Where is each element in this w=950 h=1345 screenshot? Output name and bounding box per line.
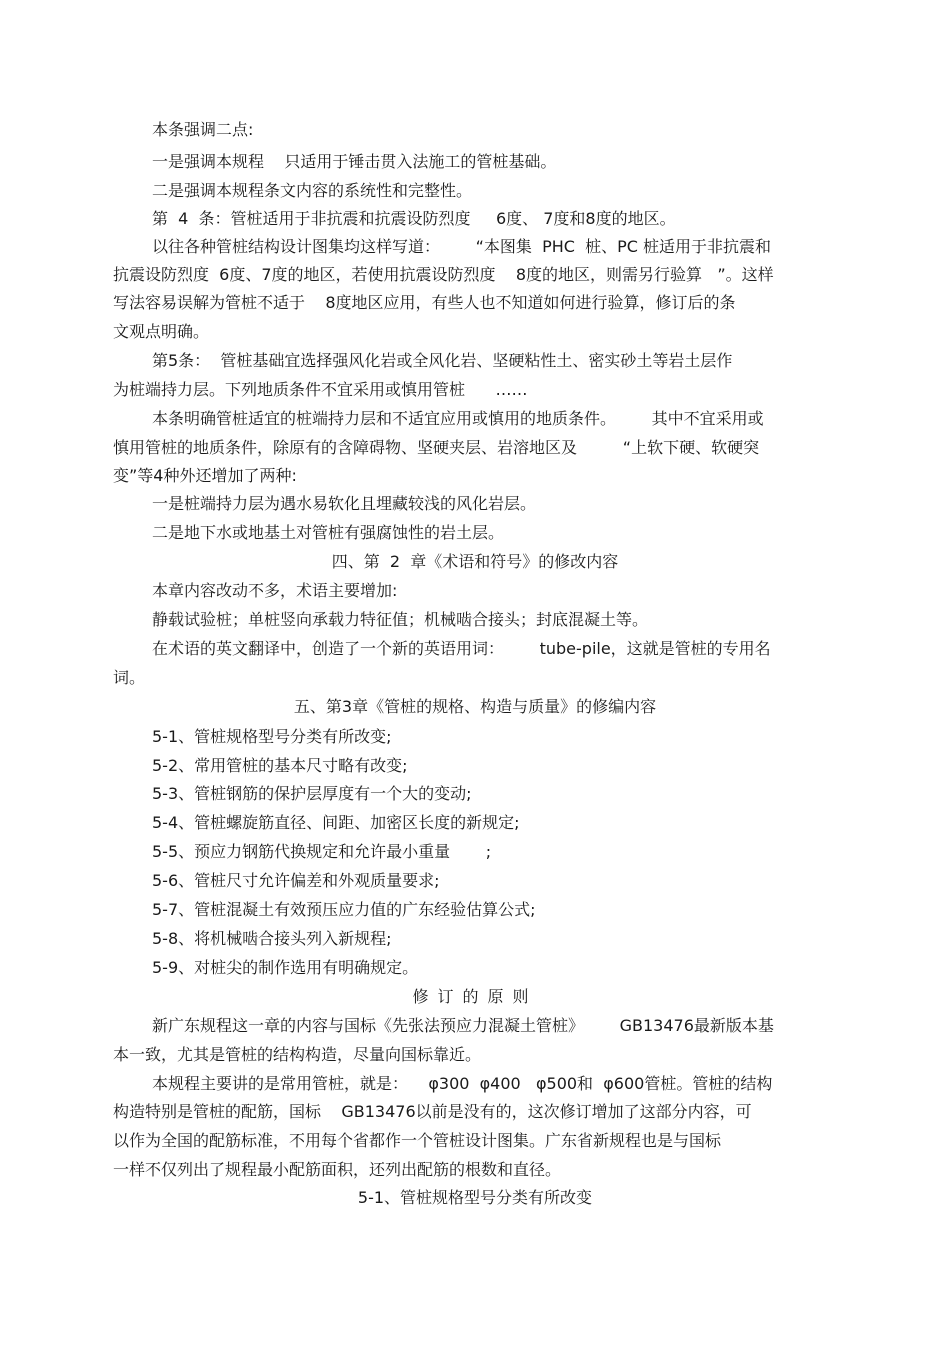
text-line: 在术语的英文翻译中，创造了一个新的英语用词： tube-pile，这就是管桩的专用名: [152, 639, 771, 658]
text-line: 以作为全国的配筋标准，不用每个省都作一个管桩设计图集。广东省新规程也是与国标: [113, 1131, 722, 1150]
text-line: 变”等4种外还增加了两种:: [113, 466, 297, 485]
section-heading: 修订的原则: [412, 987, 538, 1006]
text-line: 以往各种管桩结构设计图集均这样写道： “本图集 PHC 桩、PC 桩适用于非抗震和: [152, 237, 771, 256]
section-heading: 5-1、管桩规格型号分类有所改变: [357, 1188, 593, 1207]
text-line: 二是强调本规程条文内容的系统性和完整性。: [152, 181, 473, 200]
text-line: 本规程主要讲的是常用管桩，就是： φ300 φ400 φ500和 φ600管桩。管桩的结构: [152, 1074, 773, 1093]
text-line: 一样不仅列出了规程最小配筋面积，还列出配筋的根数和直径。: [113, 1160, 562, 1179]
list-item: 5-1、管桩规格型号分类有所改变;: [152, 727, 392, 746]
text-line: 为桩端持力层。下列地质条件不宜采用或慎用管桩 ……: [113, 380, 528, 399]
text-line: 新广东规程这一章的内容与国标《先张法预应力混凝土管桩》 GB13476最新版本基: [152, 1016, 774, 1035]
text-line: 本章内容改动不多，术语主要增加:: [152, 581, 398, 600]
text-line: 二是地下水或地基土对管桩有强腐蚀性的岩土层。: [152, 523, 505, 542]
list-item: 5-9、对桩尖的制作选用有明确规定。: [152, 958, 419, 977]
list-item: 5-3、管桩钢筋的保护层厚度有一个大的变动;: [152, 784, 472, 803]
text-line: 慎用管桩的地质条件，除原有的含障碍物、坚硬夹层、岩溶地区及 “上软下硬、软硬突: [113, 438, 760, 457]
section-heading: 五、第3章《管桩的规格、构造与质量》的修编内容: [293, 697, 657, 716]
list-item: 5-7、管桩混凝土有效预压应力值的广东经验估算公式;: [152, 900, 536, 919]
text-line: 第5条： 管桩基础宜选择强风化岩或全风化岩、坚硬粘性土、密实砂土等岩土层作: [152, 351, 733, 370]
list-item: 5-4、管桩螺旋筋直径、间距、加密区长度的新规定;: [152, 813, 520, 832]
list-item: 5-2、常用管桩的基本尺寸略有改变;: [152, 756, 408, 775]
text-line: 本条强调二点:: [152, 120, 254, 139]
list-item: 5-6、管桩尺寸允许偏差和外观质量要求;: [152, 871, 440, 890]
text-line: 构造特别是管桩的配筋，国标 GB13476以前是没有的，这次修订增加了这部分内容，可: [113, 1102, 752, 1121]
text-line: 一是强调本规程 只适用于锤击贯入法施工的管桩基础。: [152, 152, 557, 171]
list-item: 5-5、预应力钢筋代换规定和允许最小重量 ;: [152, 842, 492, 861]
text-line: 词。: [113, 668, 146, 687]
text-line: 一是桩端持力层为遇水易软化且埋藏较浅的风化岩层。: [152, 494, 537, 513]
text-line: 抗震设防烈度 6度、7度的地区，若使用抗震设防烈度 8度的地区，则需另行验算 ”。这样: [113, 265, 774, 284]
text-line: 本条明确管桩适宜的桩端持力层和不适宜应用或慎用的地质条件。 其中不宜采用或: [152, 409, 764, 428]
text-line: 本一致，尤其是管桩的结构构造，尽量向国标靠近。: [113, 1045, 482, 1064]
list-item: 5-8、将机械啮合接头列入新规程;: [152, 929, 392, 948]
text-line: 第 4 条：管桩适用于非抗震和抗震设防烈度 6度、 7度和8度的地区。: [152, 209, 676, 228]
section-heading: 四、第 2 章《术语和符号》的修改内容: [331, 552, 619, 571]
text-line: 文观点明确。: [113, 322, 210, 341]
text-line: 写法容易误解为管桩不适于 8度地区应用，有些人也不知道如何进行验算，修订后的条: [113, 293, 736, 312]
text-line: 静载试验桩；单桩竖向承载力特征值；机械啮合接头；封底混凝土等。: [152, 610, 649, 629]
